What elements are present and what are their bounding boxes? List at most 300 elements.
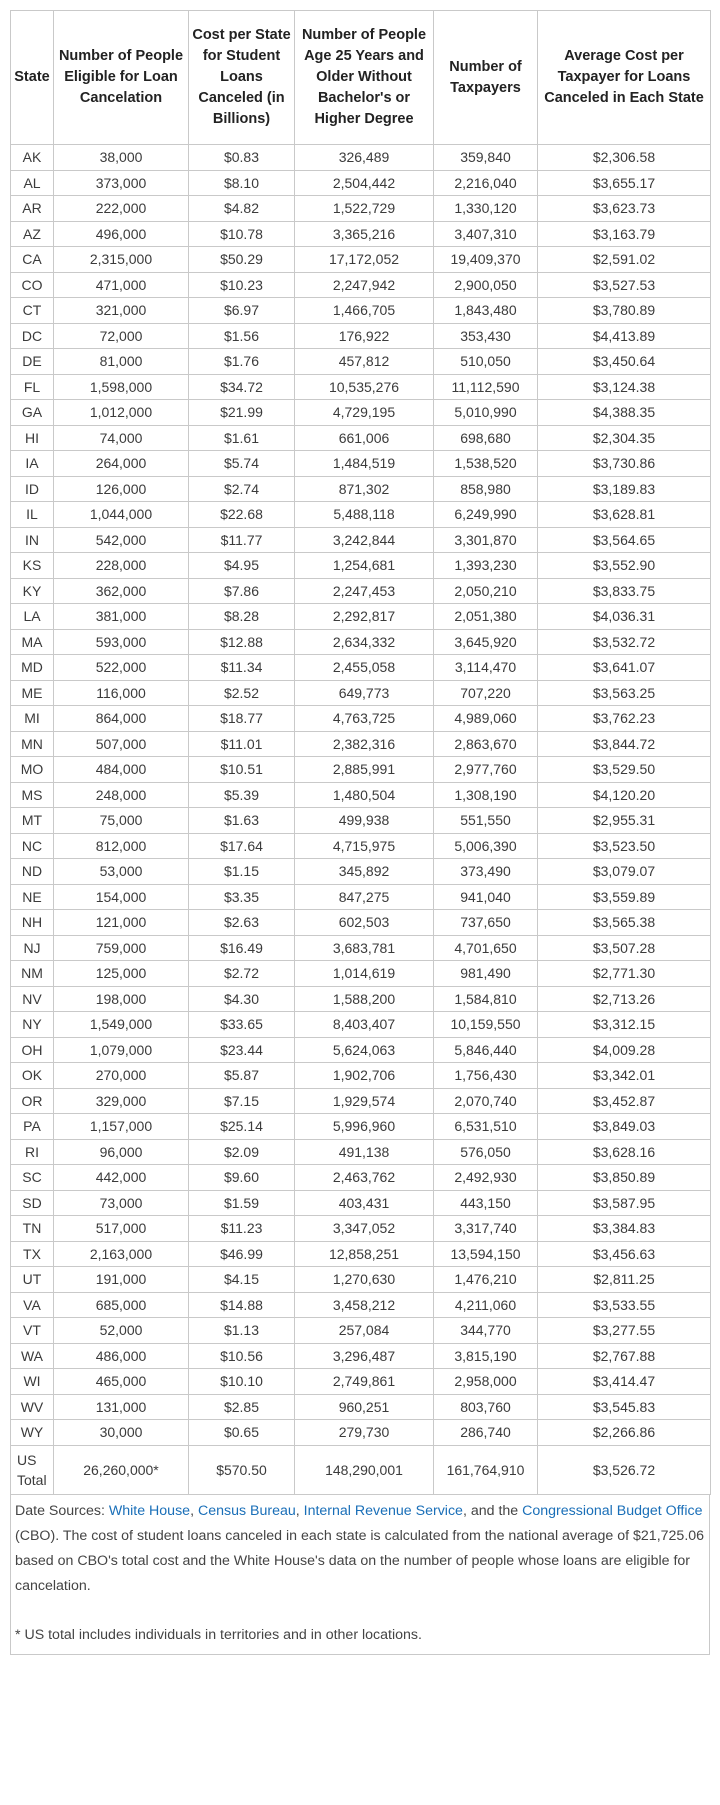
cell-eligible: 228,000: [54, 553, 189, 579]
cell-avg-cost: $3,552.90: [538, 553, 711, 579]
table-row: [11, 629, 711, 655]
cell-no-degree: 4,715,975: [295, 833, 434, 859]
table-row: [11, 247, 711, 273]
table-row: [11, 145, 711, 171]
cell-taxpayers: 443,150: [434, 1190, 538, 1216]
cell-state: MO: [11, 757, 54, 783]
table-row: [11, 527, 711, 553]
cell-no-degree: 1,588,200: [295, 986, 434, 1012]
cell-eligible: 125,000: [54, 961, 189, 987]
table-row: [11, 1088, 711, 1114]
cell-taxpayers: 3,407,310: [434, 221, 538, 247]
cell-no-degree: 499,938: [295, 808, 434, 834]
cell-total-label: US Total: [11, 1445, 54, 1494]
cell-taxpayers: 2,070,740: [434, 1088, 538, 1114]
sources-suffix: (CBO). The cost of student loans canceled in each state is calculated from the national average of $21,725.06 based on CBO's total cost and the White House's data on the number of people whose loans are eligible for cancelation.: [15, 1527, 705, 1594]
cell-no-degree: 2,463,762: [295, 1165, 434, 1191]
table-row: [11, 502, 711, 528]
cell-no-degree: 257,084: [295, 1318, 434, 1344]
cell-cost: $1.61: [189, 425, 295, 451]
cell-no-degree: 3,458,212: [295, 1292, 434, 1318]
cell-avg-cost: $3,655.17: [538, 170, 711, 196]
cell-no-degree: 5,488,118: [295, 502, 434, 528]
sources-prefix: Date Sources:: [15, 1502, 109, 1519]
cell-no-degree: 1,484,519: [295, 451, 434, 477]
table-row: [11, 400, 711, 426]
table-row: [11, 910, 711, 936]
table-row: [11, 196, 711, 222]
cell-state: NC: [11, 833, 54, 859]
cell-cost: $14.88: [189, 1292, 295, 1318]
cell-state: CA: [11, 247, 54, 273]
table-row: [11, 425, 711, 451]
cell-taxpayers: 707,220: [434, 680, 538, 706]
cell-cost: $1.59: [189, 1190, 295, 1216]
cell-cost: $11.23: [189, 1216, 295, 1242]
table-row: [11, 1318, 711, 1344]
table-row: [11, 476, 711, 502]
cell-eligible: 30,000: [54, 1420, 189, 1446]
cell-cost: $4.82: [189, 196, 295, 222]
cell-no-degree: 1,480,504: [295, 782, 434, 808]
cell-eligible: 542,000: [54, 527, 189, 553]
cell-eligible: 222,000: [54, 196, 189, 222]
cell-eligible: 26,260,000*: [54, 1445, 189, 1494]
cell-avg-cost: $3,523.50: [538, 833, 711, 859]
table-row: [11, 884, 711, 910]
table-row: [11, 1063, 711, 1089]
cell-state: OK: [11, 1063, 54, 1089]
cell-avg-cost: $3,850.89: [538, 1165, 711, 1191]
cell-avg-cost: $3,414.47: [538, 1369, 711, 1395]
cell-taxpayers: 344,770: [434, 1318, 538, 1344]
cell-avg-cost: $2,713.26: [538, 986, 711, 1012]
table-row: [11, 680, 711, 706]
cell-eligible: 362,000: [54, 578, 189, 604]
cell-avg-cost: $3,545.83: [538, 1394, 711, 1420]
col-header-no-degree: Number of People Age 25 Years and Older Without Bachelor's or Higher Degree: [295, 11, 434, 145]
cell-state: KS: [11, 553, 54, 579]
table-row: [11, 1165, 711, 1191]
cell-eligible: 2,315,000: [54, 247, 189, 273]
cell-state: HI: [11, 425, 54, 451]
cell-taxpayers: 576,050: [434, 1139, 538, 1165]
cell-avg-cost: $3,312.15: [538, 1012, 711, 1038]
table-row: [11, 1343, 711, 1369]
cell-taxpayers: 13,594,150: [434, 1241, 538, 1267]
cell-taxpayers: 4,989,060: [434, 706, 538, 732]
cell-cost: $3.35: [189, 884, 295, 910]
cell-avg-cost: $2,306.58: [538, 145, 711, 171]
cell-avg-cost: $3,527.53: [538, 272, 711, 298]
cell-taxpayers: 1,843,480: [434, 298, 538, 324]
cell-avg-cost: $4,009.28: [538, 1037, 711, 1063]
cell-state: KY: [11, 578, 54, 604]
cell-avg-cost: $3,587.95: [538, 1190, 711, 1216]
sources-separator: , and the: [462, 1502, 523, 1519]
cell-no-degree: 2,455,058: [295, 655, 434, 681]
cell-avg-cost: $2,955.31: [538, 808, 711, 834]
col-header-avg-cost: Average Cost per Taxpayer for Loans Canceled in Each State: [538, 11, 711, 145]
cell-eligible: 2,163,000: [54, 1241, 189, 1267]
cell-no-degree: 10,535,276: [295, 374, 434, 400]
cell-cost: $23.44: [189, 1037, 295, 1063]
cell-cost: $2.09: [189, 1139, 295, 1165]
cell-cost: $16.49: [189, 935, 295, 961]
table-row: [11, 170, 711, 196]
sources-note: [10, 1495, 710, 1655]
cell-eligible: 381,000: [54, 604, 189, 630]
cell-taxpayers: 1,393,230: [434, 553, 538, 579]
cell-cost: $10.23: [189, 272, 295, 298]
cell-eligible: 1,598,000: [54, 374, 189, 400]
cell-state: VA: [11, 1292, 54, 1318]
cell-no-degree: 1,929,574: [295, 1088, 434, 1114]
cell-no-degree: 661,006: [295, 425, 434, 451]
cell-state: GA: [11, 400, 54, 426]
cell-taxpayers: 510,050: [434, 349, 538, 375]
cell-no-degree: 3,296,487: [295, 1343, 434, 1369]
cell-no-degree: 2,504,442: [295, 170, 434, 196]
cell-taxpayers: 6,249,990: [434, 502, 538, 528]
cell-state: AR: [11, 196, 54, 222]
cell-state: ME: [11, 680, 54, 706]
cell-taxpayers: 551,550: [434, 808, 538, 834]
cell-state: OH: [11, 1037, 54, 1063]
table-row: [11, 1037, 711, 1063]
cell-eligible: 484,000: [54, 757, 189, 783]
cell-state: RI: [11, 1139, 54, 1165]
cell-cost: $1.56: [189, 323, 295, 349]
cell-no-degree: 326,489: [295, 145, 434, 171]
cell-state: MS: [11, 782, 54, 808]
cell-taxpayers: 373,490: [434, 859, 538, 885]
cell-eligible: 248,000: [54, 782, 189, 808]
cell-taxpayers: 353,430: [434, 323, 538, 349]
total-row: [11, 1445, 711, 1494]
cell-cost: $0.65: [189, 1420, 295, 1446]
cell-avg-cost: $3,849.03: [538, 1114, 711, 1140]
cell-cost: $4.95: [189, 553, 295, 579]
cell-eligible: 1,044,000: [54, 502, 189, 528]
cell-cost: $2.74: [189, 476, 295, 502]
cell-state: WY: [11, 1420, 54, 1446]
cell-taxpayers: 161,764,910: [434, 1445, 538, 1494]
cell-avg-cost: $2,304.35: [538, 425, 711, 451]
cell-no-degree: 871,302: [295, 476, 434, 502]
cell-taxpayers: 1,308,190: [434, 782, 538, 808]
cell-state: CO: [11, 272, 54, 298]
cell-avg-cost: $4,413.89: [538, 323, 711, 349]
cell-state: MI: [11, 706, 54, 732]
cell-cost: $7.86: [189, 578, 295, 604]
cell-state: DE: [11, 349, 54, 375]
cell-cost: $7.15: [189, 1088, 295, 1114]
cell-taxpayers: 803,760: [434, 1394, 538, 1420]
cell-avg-cost: $3,450.64: [538, 349, 711, 375]
cell-avg-cost: $3,163.79: [538, 221, 711, 247]
cell-state: WV: [11, 1394, 54, 1420]
cell-avg-cost: $3,277.55: [538, 1318, 711, 1344]
cell-no-degree: 491,138: [295, 1139, 434, 1165]
cell-no-degree: 279,730: [295, 1420, 434, 1446]
cell-avg-cost: $3,564.65: [538, 527, 711, 553]
cell-taxpayers: 359,840: [434, 145, 538, 171]
cell-eligible: 75,000: [54, 808, 189, 834]
cell-taxpayers: 19,409,370: [434, 247, 538, 273]
cell-eligible: 812,000: [54, 833, 189, 859]
table-row: [11, 604, 711, 630]
cell-eligible: 373,000: [54, 170, 189, 196]
cell-no-degree: 345,892: [295, 859, 434, 885]
cell-cost: $21.99: [189, 400, 295, 426]
cell-avg-cost: $3,124.38: [538, 374, 711, 400]
cell-cost: $11.01: [189, 731, 295, 757]
cell-eligible: 593,000: [54, 629, 189, 655]
cell-state: IA: [11, 451, 54, 477]
cell-cost: $1.13: [189, 1318, 295, 1344]
cell-eligible: 264,000: [54, 451, 189, 477]
col-header-eligible: Number of People Eligible for Loan Cancelation: [54, 11, 189, 145]
table-row: [11, 757, 711, 783]
link-cbo[interactable]: Congressional Budget Office: [522, 1502, 703, 1519]
table-row: [11, 349, 711, 375]
cell-state: ND: [11, 859, 54, 885]
cell-cost: $8.28: [189, 604, 295, 630]
cell-no-degree: 4,763,725: [295, 706, 434, 732]
footnote-us-total: * US total includes individuals in territories and in other locations.: [15, 1626, 422, 1643]
cell-no-degree: 2,247,453: [295, 578, 434, 604]
col-header-cost: Cost per State for Student Loans Canceled (in Billions): [189, 11, 295, 145]
cell-no-degree: 17,172,052: [295, 247, 434, 273]
cell-cost: $18.77: [189, 706, 295, 732]
table-row: [11, 1114, 711, 1140]
cell-eligible: 74,000: [54, 425, 189, 451]
cell-cost: $2.72: [189, 961, 295, 987]
cell-state: SD: [11, 1190, 54, 1216]
cell-no-degree: 960,251: [295, 1394, 434, 1420]
cell-avg-cost: $3,641.07: [538, 655, 711, 681]
cell-taxpayers: 11,112,590: [434, 374, 538, 400]
cell-eligible: 471,000: [54, 272, 189, 298]
cell-taxpayers: 3,114,470: [434, 655, 538, 681]
table-row: [11, 451, 711, 477]
cell-cost: $9.60: [189, 1165, 295, 1191]
cell-avg-cost: $2,767.88: [538, 1343, 711, 1369]
cell-no-degree: 5,624,063: [295, 1037, 434, 1063]
cell-taxpayers: 5,846,440: [434, 1037, 538, 1063]
cell-state: NM: [11, 961, 54, 987]
cell-avg-cost: $2,811.25: [538, 1267, 711, 1293]
cell-eligible: 507,000: [54, 731, 189, 757]
cell-avg-cost: $3,833.75: [538, 578, 711, 604]
cell-no-degree: 2,292,817: [295, 604, 434, 630]
cell-state: MD: [11, 655, 54, 681]
cell-cost: $10.56: [189, 1343, 295, 1369]
cell-avg-cost: $2,591.02: [538, 247, 711, 273]
cell-state: PA: [11, 1114, 54, 1140]
cell-no-degree: 457,812: [295, 349, 434, 375]
cell-cost: $4.15: [189, 1267, 295, 1293]
cell-avg-cost: $3,780.89: [538, 298, 711, 324]
cell-taxpayers: 10,159,550: [434, 1012, 538, 1038]
cell-state: MT: [11, 808, 54, 834]
cell-cost: $570.50: [189, 1445, 295, 1494]
cell-cost: $10.51: [189, 757, 295, 783]
cell-taxpayers: 1,476,210: [434, 1267, 538, 1293]
cell-avg-cost: $3,628.81: [538, 502, 711, 528]
cell-state: NY: [11, 1012, 54, 1038]
cell-taxpayers: 6,531,510: [434, 1114, 538, 1140]
cell-no-degree: 602,503: [295, 910, 434, 936]
cell-avg-cost: $2,771.30: [538, 961, 711, 987]
cell-no-degree: 2,382,316: [295, 731, 434, 757]
cell-avg-cost: $3,384.83: [538, 1216, 711, 1242]
table-row: [11, 935, 711, 961]
cell-eligible: 121,000: [54, 910, 189, 936]
cell-cost: $6.97: [189, 298, 295, 324]
cell-eligible: 38,000: [54, 145, 189, 171]
cell-taxpayers: 2,216,040: [434, 170, 538, 196]
table-row: [11, 1139, 711, 1165]
cell-state: IN: [11, 527, 54, 553]
cell-avg-cost: $3,342.01: [538, 1063, 711, 1089]
cell-eligible: 1,157,000: [54, 1114, 189, 1140]
sources-separator: ,: [190, 1502, 198, 1519]
cell-eligible: 270,000: [54, 1063, 189, 1089]
cell-state: DC: [11, 323, 54, 349]
link-irs[interactable]: Internal Revenue Service: [303, 1502, 463, 1519]
sources-separator: ,: [295, 1502, 304, 1519]
link-white-house[interactable]: White House: [108, 1502, 191, 1519]
cell-eligible: 1,012,000: [54, 400, 189, 426]
cell-state: ID: [11, 476, 54, 502]
cell-no-degree: 2,885,991: [295, 757, 434, 783]
cell-taxpayers: 3,317,740: [434, 1216, 538, 1242]
cell-taxpayers: 3,815,190: [434, 1343, 538, 1369]
cell-state: NV: [11, 986, 54, 1012]
cell-avg-cost: $3,730.86: [538, 451, 711, 477]
cell-eligible: 126,000: [54, 476, 189, 502]
cell-no-degree: 847,275: [295, 884, 434, 910]
cell-taxpayers: 3,645,920: [434, 629, 538, 655]
cell-state: TN: [11, 1216, 54, 1242]
cell-cost: $34.72: [189, 374, 295, 400]
cell-eligible: 864,000: [54, 706, 189, 732]
table-row: [11, 859, 711, 885]
cell-cost: $0.83: [189, 145, 295, 171]
cell-no-degree: 1,466,705: [295, 298, 434, 324]
cell-cost: $46.99: [189, 1241, 295, 1267]
cell-state: AZ: [11, 221, 54, 247]
state-loan-table: [10, 10, 711, 1495]
cell-state: OR: [11, 1088, 54, 1114]
cell-avg-cost: $3,079.07: [538, 859, 711, 885]
col-header-state: State: [11, 11, 54, 145]
table-row: [11, 731, 711, 757]
table-row: [11, 272, 711, 298]
table-row: [11, 1216, 711, 1242]
cell-eligible: 522,000: [54, 655, 189, 681]
cell-eligible: 465,000: [54, 1369, 189, 1395]
cell-no-degree: 176,922: [295, 323, 434, 349]
cell-eligible: 198,000: [54, 986, 189, 1012]
cell-eligible: 685,000: [54, 1292, 189, 1318]
cell-taxpayers: 2,863,670: [434, 731, 538, 757]
cell-no-degree: 148,290,001: [295, 1445, 434, 1494]
cell-avg-cost: $4,120.20: [538, 782, 711, 808]
cell-no-degree: 1,522,729: [295, 196, 434, 222]
cell-eligible: 496,000: [54, 221, 189, 247]
cell-eligible: 1,549,000: [54, 1012, 189, 1038]
cell-taxpayers: 737,650: [434, 910, 538, 936]
cell-avg-cost: $3,452.87: [538, 1088, 711, 1114]
cell-cost: $4.30: [189, 986, 295, 1012]
table-row: [11, 1292, 711, 1318]
cell-state: CT: [11, 298, 54, 324]
cell-state: IL: [11, 502, 54, 528]
cell-taxpayers: 698,680: [434, 425, 538, 451]
cell-avg-cost: $3,565.38: [538, 910, 711, 936]
link-census-bureau[interactable]: Census Bureau: [197, 1502, 296, 1519]
cell-avg-cost: $3,456.63: [538, 1241, 711, 1267]
cell-taxpayers: 941,040: [434, 884, 538, 910]
cell-no-degree: 2,749,861: [295, 1369, 434, 1395]
cell-taxpayers: 858,980: [434, 476, 538, 502]
cell-eligible: 53,000: [54, 859, 189, 885]
table-row: [11, 1190, 711, 1216]
cell-no-degree: 1,902,706: [295, 1063, 434, 1089]
cell-no-degree: 5,996,960: [295, 1114, 434, 1140]
cell-eligible: 73,000: [54, 1190, 189, 1216]
cell-state: VT: [11, 1318, 54, 1344]
table-row: [11, 553, 711, 579]
cell-taxpayers: 1,330,120: [434, 196, 538, 222]
cell-eligible: 81,000: [54, 349, 189, 375]
cell-eligible: 96,000: [54, 1139, 189, 1165]
cell-eligible: 52,000: [54, 1318, 189, 1344]
cell-no-degree: 649,773: [295, 680, 434, 706]
cell-avg-cost: $3,507.28: [538, 935, 711, 961]
cell-avg-cost: $4,036.31: [538, 604, 711, 630]
cell-taxpayers: 1,584,810: [434, 986, 538, 1012]
cell-no-degree: 3,242,844: [295, 527, 434, 553]
table-row: [11, 1394, 711, 1420]
cell-state: LA: [11, 604, 54, 630]
cell-eligible: 131,000: [54, 1394, 189, 1420]
table-row: [11, 986, 711, 1012]
cell-cost: $8.10: [189, 170, 295, 196]
cell-avg-cost: $3,563.25: [538, 680, 711, 706]
cell-no-degree: 3,683,781: [295, 935, 434, 961]
cell-eligible: 517,000: [54, 1216, 189, 1242]
cell-no-degree: 3,347,052: [295, 1216, 434, 1242]
cell-state: SC: [11, 1165, 54, 1191]
cell-taxpayers: 2,051,380: [434, 604, 538, 630]
cell-state: UT: [11, 1267, 54, 1293]
cell-cost: $25.14: [189, 1114, 295, 1140]
cell-taxpayers: 2,050,210: [434, 578, 538, 604]
cell-eligible: 116,000: [54, 680, 189, 706]
cell-eligible: 72,000: [54, 323, 189, 349]
cell-state: TX: [11, 1241, 54, 1267]
cell-cost: $2.63: [189, 910, 295, 936]
cell-avg-cost: $3,628.16: [538, 1139, 711, 1165]
cell-cost: $10.10: [189, 1369, 295, 1395]
cell-avg-cost: $3,533.55: [538, 1292, 711, 1318]
cell-taxpayers: 5,010,990: [434, 400, 538, 426]
table-row: [11, 374, 711, 400]
